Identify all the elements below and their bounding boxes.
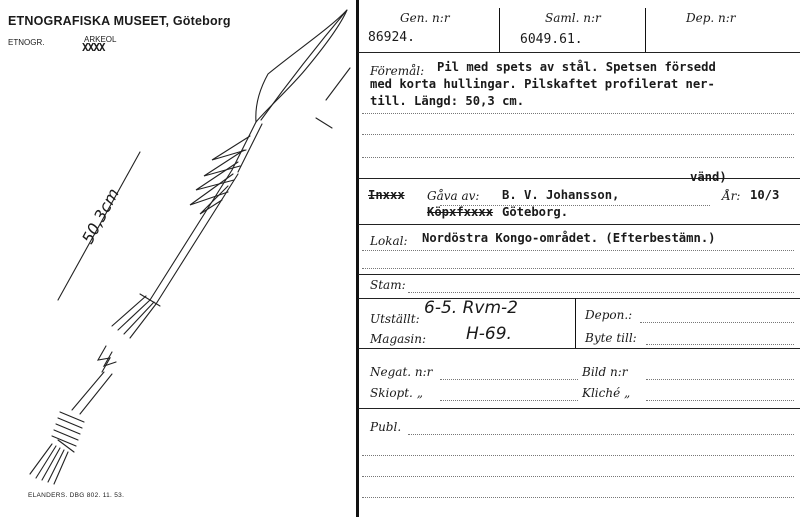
museum-title: ETNOGRAFISKA MUSEET, Göteborg [8, 14, 231, 28]
arkeol-strike: XXXX [82, 41, 105, 54]
rule-foremal [358, 178, 800, 179]
arkeol-label: ARKEOL [84, 35, 117, 44]
foremal-label: Föremål: [370, 64, 425, 78]
byte-label: Byte till: [585, 331, 637, 345]
magasin-label: Magasin: [370, 332, 427, 346]
ar-label: År: [722, 189, 741, 203]
saml-label: Saml. n:r [545, 11, 601, 25]
header-divider-2 [645, 8, 646, 52]
kliche-label: Kliché „ [582, 386, 631, 400]
depon-label: Depon.: [585, 308, 633, 322]
rule-header [358, 52, 800, 53]
magasin-value: H-69. [466, 324, 512, 344]
lokal-value: Nordöstra Kongo-området. (Efterbestämn.) [422, 231, 716, 245]
foremal-line3: till. Längd: 50,3 cm. [370, 94, 525, 108]
rule-gava [358, 224, 800, 225]
utstallt-value: 6-5. Rvm-2 [424, 298, 518, 318]
vand-note: vänd) [690, 170, 727, 184]
city-value: Göteborg. [502, 205, 569, 219]
lokal-label: Lokal: [370, 234, 408, 248]
card-left-border [356, 0, 359, 517]
foremal-line1: Pil med spets av stål. Spetsen försedd [437, 60, 716, 74]
negat-label: Negat. n:r [370, 365, 433, 379]
saml-value: 6049.61. [520, 32, 583, 47]
printer-mark: ELANDERS. DBG 802. 11. 53. [28, 492, 125, 499]
gen-label: Gen. n:r [400, 11, 450, 25]
etnogr-label: ETNOGR. [8, 38, 45, 47]
dep-label: Dep. n:r [686, 11, 736, 25]
foremal-line2: med korta hullingar. Pilskaftet profilerat ner- [370, 77, 715, 91]
arrow-sketch [0, 0, 352, 517]
donor-value: B. V. Johansson, [502, 188, 620, 202]
gen-value: 86924. [368, 30, 415, 45]
ar-value: 10/3 [750, 188, 780, 202]
length-note: 50,3cm [78, 185, 123, 247]
header-divider-1 [499, 8, 500, 52]
utstallt-label: Utställt: [370, 312, 420, 326]
struck-city: Köpxfxxxx [427, 205, 494, 219]
skiopt-label: Skiopt. „ [370, 386, 423, 400]
publ-label: Publ. [370, 420, 402, 434]
rule-magasin [358, 348, 800, 349]
depon-divider [575, 298, 576, 348]
rule-negat [358, 408, 800, 409]
rule-lokal [358, 274, 800, 275]
bild-label: Bild n:r [582, 365, 628, 379]
gava-label: Gåva av: [427, 189, 480, 203]
struck-prefix: Inxxx [368, 188, 405, 202]
stam-label: Stam: [370, 278, 406, 292]
